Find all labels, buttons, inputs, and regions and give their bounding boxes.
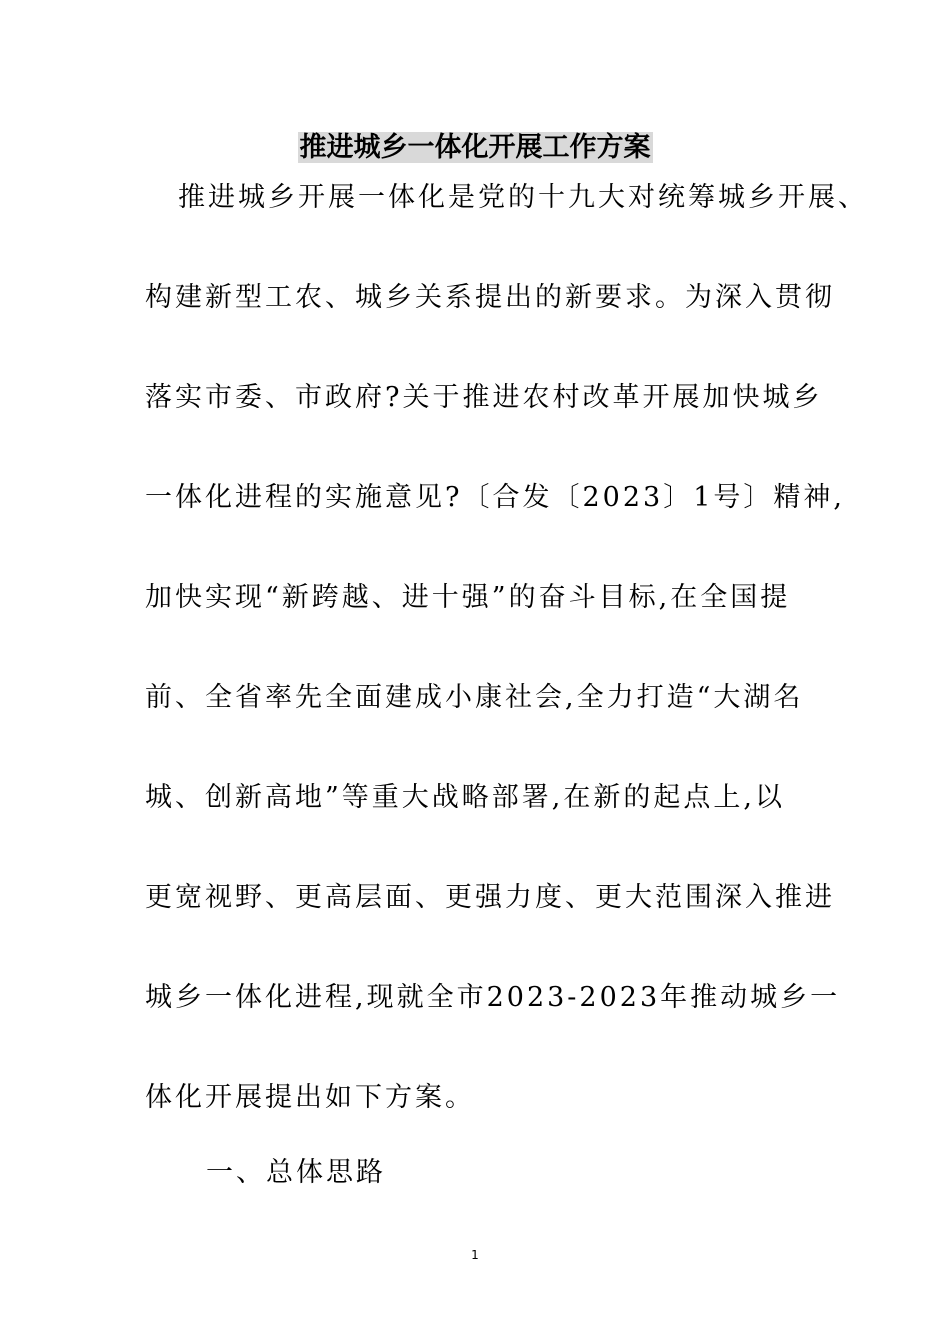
document-title-text: 推进城乡一体化开展工作方案 — [299, 132, 651, 163]
page-number: 1 — [471, 1248, 479, 1262]
paragraph-line-5: 加快实现“新跨越、进十强”的奋斗目标,在全国提 — [145, 582, 791, 613]
paragraph-line-10: 体化开展提出如下方案。 — [145, 1082, 475, 1113]
paragraph-line-8: 更宽视野、更高层面、更强力度、更大范围深入推进 — [145, 882, 835, 913]
paragraph-line-7: 城、创新高地”等重大战略部署,在新的起点上,以 — [145, 782, 785, 813]
paragraph-line-4: 一体化进程的实施意见?〔合发〔2023〕1号〕精神, — [145, 482, 845, 513]
paragraph-line-2: 构建新型工农、城乡关系提出的新要求。为深入贯彻 — [145, 282, 835, 313]
paragraph-line-6: 前、全省率先全面建成小康社会,全力打造“大湖名 — [145, 682, 804, 713]
paragraph-line-9: 城乡一体化进程,现就全市2023-2023年推动城乡一 — [145, 982, 841, 1013]
paragraph-line-3: 落实市委、市政府?关于推进农村改革开展加快城乡 — [145, 382, 823, 413]
section-heading: 一、总体思路 — [206, 1157, 386, 1188]
document-title — [0, 128, 950, 168]
paragraph-line-1: 推进城乡开展一体化是党的十九大对统筹城乡开展、 — [178, 182, 868, 213]
